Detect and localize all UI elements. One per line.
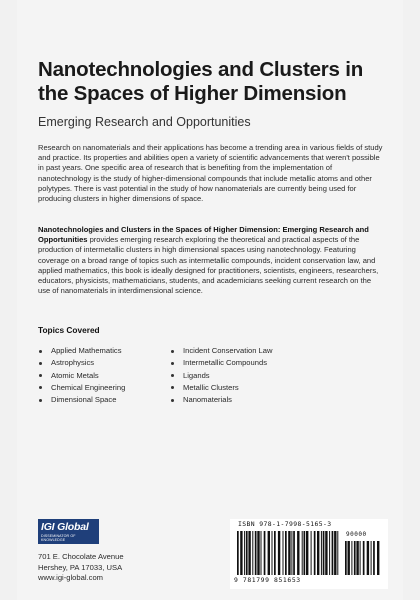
- publisher-website: www.igi-global.com: [38, 573, 103, 582]
- topics-list-right: [170, 345, 273, 406]
- barcode-addon-number: 90000: [346, 531, 367, 538]
- topic-item: Chemical Engineering: [38, 382, 125, 394]
- barcode-bar: [261, 531, 262, 575]
- barcode-bar: [356, 541, 358, 575]
- barcode-bar: [363, 541, 365, 575]
- barcode-bar: [288, 531, 290, 575]
- barcode-bar: [257, 531, 259, 575]
- barcode-bar: [371, 541, 372, 575]
- barcode-bar: [348, 541, 350, 575]
- barcode-bar: [237, 531, 239, 575]
- barcode-bar: [314, 531, 316, 575]
- barcode-bar: [377, 541, 379, 575]
- book-title: Nanotechnologies and Clusters in the Spaces of Higher Dimension: [38, 58, 364, 105]
- barcode-bar: [323, 531, 325, 575]
- barcode-bar: [246, 531, 248, 575]
- barcode-bar: [283, 531, 284, 575]
- barcode-bar: [285, 531, 287, 575]
- barcode-bar: [351, 541, 352, 575]
- isbn-text: ISBN 978-1-7998-5165-3: [238, 520, 332, 528]
- topic-item: Astrophysics: [38, 357, 125, 369]
- barcode-bar: [337, 531, 338, 575]
- publisher-logo: [38, 519, 99, 544]
- barcode: [230, 519, 388, 589]
- topic-item: Ligands: [170, 370, 273, 382]
- barcode-bar: [345, 541, 347, 575]
- description-book-title: Nanotechnologies and Clusters in the Spaces of Higher Dimension: Emerging Research and Opportunities: [38, 225, 369, 245]
- barcode-bar: [255, 531, 257, 575]
- barcode-bar: [306, 531, 308, 575]
- barcode-bar: [248, 531, 250, 575]
- publisher-logo-text: IGI Global: [41, 521, 89, 533]
- barcode-bar: [293, 531, 295, 575]
- topic-item: Applied Mathematics: [38, 345, 125, 357]
- topic-item: Dimensional Space: [38, 394, 125, 406]
- description-paragraph-2: [38, 225, 384, 296]
- barcode-bar: [268, 531, 270, 575]
- book-subtitle: Emerging Research and Opportunities: [38, 115, 251, 129]
- barcode-bar: [317, 531, 319, 575]
- barcode-bar: [252, 531, 253, 575]
- barcode-bar: [240, 531, 242, 575]
- publisher-logo-tagline: DISSEMINATOR OF KNOWLEDGE: [41, 534, 76, 542]
- barcode-bar: [367, 541, 369, 575]
- barcode-bar: [334, 531, 336, 575]
- barcode-bar: [278, 531, 280, 575]
- topic-item: Metallic Clusters: [170, 382, 273, 394]
- barcode-bars: [236, 531, 340, 575]
- topics-list-left: [38, 345, 125, 406]
- description-body: provides emerging research exploring the theoretical and practical aspects of the production of intermetallic clusters in high dimensional spaces using nanotechnology. Featuring coverage on a broad range of topics such as intermetallic compounds, incident conservation law, and applied mathematics, this book is ideally designed for practitioners, scientists, engineers, researchers, educators, physicists, mathematicians, students, and academicians seeking current research on the use of nanomaterials in interdimensional science.: [38, 235, 379, 296]
- barcode-bar: [325, 531, 327, 575]
- barcode-bar: [360, 541, 361, 575]
- barcode-bar: [291, 531, 292, 575]
- barcode-bar: [373, 541, 375, 575]
- barcode-bar: [329, 531, 330, 575]
- topic-item: Incident Conservation Law: [170, 345, 273, 357]
- description-paragraph-1: Research on nanomaterials and their applications has become a trending area in various fields of study and practice. Its properties and abilities open a variety of scientific advancements that weren't possible in past years. One specific area of research that is benefiting from the implementation of nanotechnology is the study of higher-dimensional compounds that include metallic atoms and other polytypes. There is vast potential in the study of how nanomaterials are currently being used for producing clusters in higher dimensions of space.: [38, 143, 383, 204]
- publisher-address: [38, 552, 124, 584]
- barcode-bar: [302, 531, 303, 575]
- topic-item: Atomic Metals: [38, 370, 125, 382]
- barcode-bar: [354, 541, 356, 575]
- barcode-bar: [311, 531, 312, 575]
- address-line-1: 701 E. Chocolate Avenue: [38, 552, 124, 561]
- barcode-bar: [304, 531, 306, 575]
- barcode-addon-bars: [344, 541, 382, 575]
- barcode-bar: [332, 531, 334, 575]
- barcode-bar: [274, 531, 276, 575]
- topic-item: Intermetallic Compounds: [170, 357, 273, 369]
- barcode-bar: [244, 531, 245, 575]
- barcode-bar: [297, 531, 299, 575]
- barcode-digits: 9 781799 851653: [234, 576, 301, 584]
- barcode-bar: [264, 531, 266, 575]
- topics-heading: Topics Covered: [38, 325, 100, 335]
- address-line-2: Hershey, PA 17033, USA: [38, 562, 123, 572]
- topic-item: Nanomaterials: [170, 394, 273, 406]
- barcode-bar: [321, 531, 322, 575]
- barcode-bar: [272, 531, 273, 575]
